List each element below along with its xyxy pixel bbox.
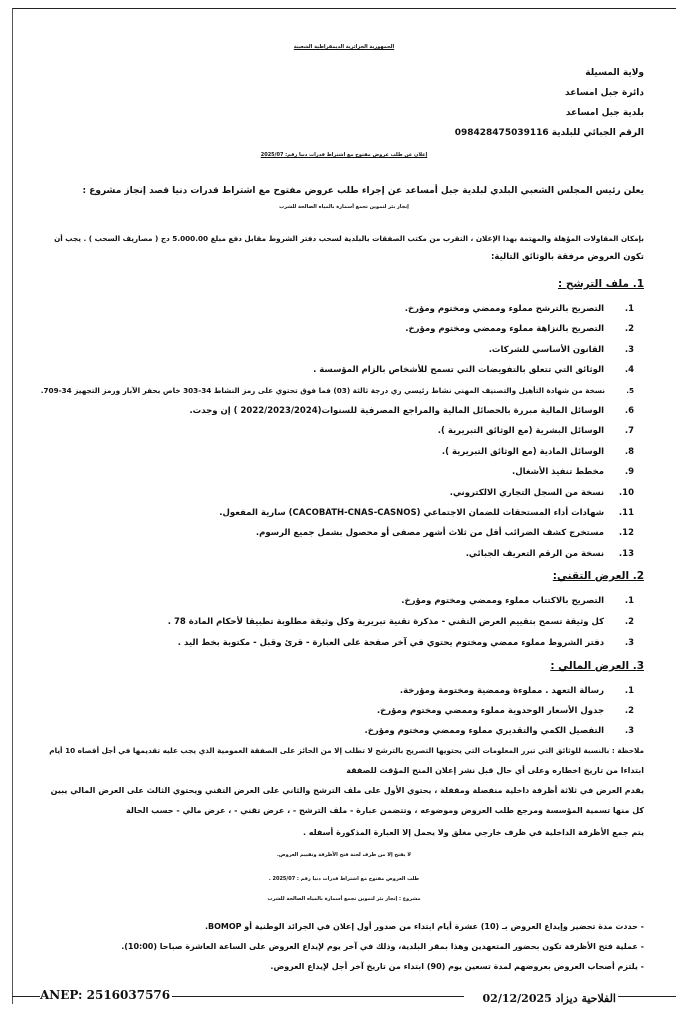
candidature-item [512, 467, 634, 477]
item-number: 7. [624, 426, 634, 437]
newspaper-date: الفلاحية ديزاد 02/12/2025 [482, 992, 616, 1005]
item-text: نسخة من السجل التجاري الالكتروني. [449, 487, 605, 498]
item-number: 2. [624, 706, 634, 716]
item-text: نسخة من شهادة التأهيل والتصنيف المهني نشاط رئيسي ري درجة ثالثة (03) فما فوق تحتوي على رمز النشاط 34-303 خاص بحفر الآبار ورمز التجهيز 34-709. [40, 385, 605, 395]
opening-bullet: - عملية فتح الأظرفة تكون بحضور المتعهدين وهذا بمقر البلدية، وذلك في آخر يوم لإيداع العروض على الساعة العاشرة صباحا (10:00). [121, 942, 644, 951]
item-number: 12. [618, 528, 634, 539]
candidature-item [489, 345, 634, 355]
item-number: 2. [624, 324, 634, 335]
candidature-item [189, 406, 634, 416]
note-line-2: ابتداءا من تاريخ اخطاره وعلى أي حال قبل نشر إعلان المنح المؤقت للصفقة [346, 766, 644, 775]
item-number: 1. [624, 596, 634, 606]
footer-line-left [12, 996, 40, 997]
baladia-line: بلدية جبل امساعد [565, 108, 644, 118]
item-number: 3. [624, 638, 634, 648]
candidature-item [219, 508, 634, 518]
item-number: 6. [624, 406, 634, 416]
item-number: 8. [624, 446, 634, 457]
note-line-4: كل منها تسمية المؤسسة ومرجع طلب العروض وموضوعه ، وتتضمن عبارة - ملف الترشح - ، عرض تقني - ، عرض مالي - حسب الحالة [126, 806, 644, 815]
item-number: 1. [624, 686, 634, 696]
anep-number: ANEP: 2516037576 [40, 988, 171, 1002]
item-text: الوسائل البشرية (مع الوثائق التبريرية ). [437, 426, 605, 437]
item-text: الوسائل المالية مبررة بالحصائل المالية والمراجع المصرفية للسنوات(2022/2023/2024 ) إن وجدت. [189, 406, 605, 416]
footer-line-right [618, 996, 676, 997]
item-text: التفصيل الكمي والتقديري مملوء وممضي ومختوم ومؤرخ. [364, 726, 605, 736]
candidature-item [41, 386, 634, 395]
financial-item [377, 706, 634, 716]
section-financial-offer: 3. العرض المالي : [550, 660, 644, 672]
candidature-item [405, 304, 634, 314]
item-text: القانون الأساسي للشركات. [488, 344, 605, 355]
candidature-item [405, 324, 634, 334]
section-technical-offer: 2. العرض التقني: [552, 570, 644, 582]
note-line-1: ملاحظة : بالنسبة للوثائق التي تبرر المعلومات التي يحتويها التصريح بالترشح لا تطلب إلا من الحائز على الصفقة العمومية الذي يجب عليه تقديمها في أجل أقصاه 10 أيام [49, 746, 644, 755]
technical-item [168, 617, 634, 627]
item-text: مستخرج كشف الضرائب أقل من ثلاث أشهر مصفى أو محصول بشمل جميع الرسوم. [255, 528, 605, 539]
section-candidature: 1. ملف الترشح : [557, 278, 644, 290]
announcement-title: إعلان عن طلب عروض مفتوح مع اشتراط قدرات دنيا رقم: 2025/07 [260, 152, 428, 158]
candidature-item [466, 549, 634, 559]
item-number: 13. [618, 548, 634, 559]
item-number: 3. [624, 344, 634, 355]
item-text: نسخة من الرقم التعريف الجبائي. [465, 548, 605, 559]
tender-reference-line: طلب العروض مفتوح مع اشتراط قدرات دنيا رقم : 2025/07 . [268, 876, 420, 882]
project-name: إنجاز بئر لتموين تجمع أسمارة بالمياه الصالحة للشرب [279, 204, 409, 210]
do-not-open-line: لا يفتح إلا من طرف لجنة فتح الأظرفة وتقييم العروض. [276, 852, 412, 858]
candidature-item [256, 528, 634, 538]
item-number: 1. [624, 304, 634, 314]
item-text: رسالة التعهد . مملوءة وممضية ومختومة ومؤرخة. [399, 686, 605, 696]
item-text: شهادات أداء المستحقات للضمان الاجتماعي (CACOBATH-CNAS-CASNOS) سارية المفعول. [219, 508, 605, 518]
candidature-item [450, 488, 634, 498]
deadline-bullet: - حددت مدة تحضير وإيداع العروض بـ (10) عشرة أيام ابتداء من صدور أول إعلان في الجرائد الوطنية أو BOMOP. [204, 922, 644, 931]
item-number: 9. [624, 467, 634, 478]
item-text: التصريح بالترشح مملوء وممضي ومختوم ومؤرخ. [404, 304, 605, 314]
wilaya-line: ولاية المسيلة [585, 68, 644, 78]
validity-bullet: - يلتزم أصحاب العروض بعروضهم لمدة تسعين يوم (90) ابتداء من تاريخ آخر أجل لإيداع العروض. [270, 962, 644, 971]
candidature-item [442, 447, 634, 457]
technical-item [401, 596, 634, 606]
item-number: 10. [618, 487, 634, 498]
republic-header: الجمهورية الجزائرية الديمقراطية الشعبية [293, 44, 395, 50]
item-text: دفتر الشروط مملوء ممضي ومختوم يحتوي في آخر صفحة على العبارة - قرئ وقبل - مكتوبة بخط اليد . [177, 638, 605, 648]
intro-paragraph: يعلن رئيس المجلس الشعبي البلدي لبلدية جبل أمساعد عن إجراء طلب عروض مفتوح مع اشتراط قدرات دنيا قصد إنجاز مشروع : [82, 186, 644, 196]
item-text: الوثائق التي تتعلق بالتفويضات التي تسمح للأشخاص بالزام المؤسسة . [313, 365, 605, 376]
financial-item [400, 686, 634, 696]
item-number: 4. [624, 365, 634, 376]
fiscal-number-line: الرقم الجبائي للبلدية 098428475039116 [454, 128, 644, 138]
item-text: مخطط تنفيذ الأشغال. [512, 467, 605, 478]
item-text: الوسائل المادية (مع الوثائق التبريرية ). [441, 446, 605, 457]
project-line: مشروع : إنجاز بئر لتموين تجمع أسمارة بالمياه الصالحة للشرب [267, 896, 421, 902]
candidature-item [438, 426, 634, 436]
item-text: كل وثيقة تسمح بتقييم العرض التقني - مذكرة تقنية تبريرية وكل وثيقة مطلوبة تطبيقا لأحكام المادة 78 . [167, 617, 605, 627]
item-number: 3. [624, 726, 634, 736]
footer-line-middle [172, 996, 464, 997]
financial-item [365, 726, 634, 736]
note-line-5: يتم جمع الأظرفة الداخلية في ظرف خارجي مغلق ولا يحمل إلا العبارة المذكورة أسفله . [302, 828, 644, 837]
candidature-item [313, 365, 634, 375]
item-number: 2. [624, 617, 634, 627]
withdrawal-paragraph: بإمكان المقاولات المؤهلة والمهتمة بهذا الإعلان ، التقرب من مكتب الصفقات بالبلدية لسحب دفتر الشروط مقابل دفع مبلغ 5.000.00 دج ( مصاريف السحب ) . يجب أن [54, 234, 644, 243]
item-text: التصريح بالاكتتاب مملوء وممضي ومختوم ومؤرخ. [401, 596, 605, 606]
note-line-3: يقدم العرض في ثلاثة أظرفة داخلية منفصلة ومقفلة ، يحتوي الأول على ملف الترشح والثاني على العرض التقني ويحتوي الثالث على العرض المالي يبين [50, 786, 644, 795]
required-documents-line: تكون العروض مرفقة بالوثائق التالية: [491, 252, 644, 262]
daira-line: دائرة جبل امساعد [565, 88, 644, 98]
item-text: التصريح بالنزاهة مملوء وممضي ومختوم ومؤرخ. [405, 324, 605, 335]
item-number: 11. [618, 508, 634, 518]
item-number: 5. [626, 385, 634, 395]
item-text: جدول الأسعار الوحدوية مملوء وممضي ومختوم ومؤرخ. [376, 706, 605, 716]
technical-item [178, 638, 634, 648]
